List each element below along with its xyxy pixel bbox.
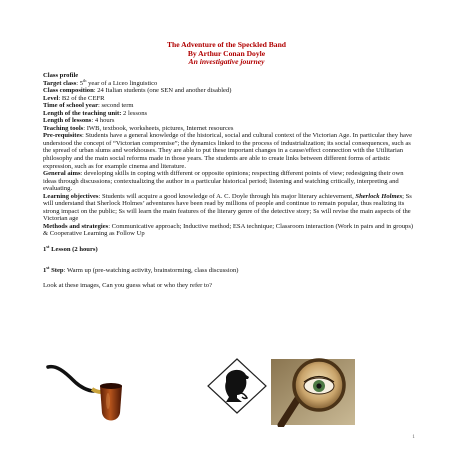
- time-value: : second term: [98, 102, 134, 110]
- tools-line: [43, 125, 415, 133]
- class-profile-heading: Class profile: [43, 72, 79, 79]
- time-line: [43, 102, 415, 110]
- step-label: Step: [49, 266, 64, 274]
- level-value: : B2 of the CEFR: [58, 94, 105, 102]
- lessons-length-label: Length of lessons: [43, 117, 92, 125]
- methods-label: Methods and strategies: [43, 222, 109, 230]
- step-text: : Warm up (pre-watching activity, brainstorming, class discussion): [63, 266, 239, 274]
- target-class-value: year of a Liceo linguistico: [86, 79, 158, 87]
- objectives-paragraph: [43, 193, 415, 223]
- target-class-sup: th: [83, 77, 87, 83]
- objectives-text-2: ; Ss will understand that Sherlock Holmes’ adventures have been read by millions of people and continue to remain popular, thus realizing its strong impact on the public; Ss will learn the main features of the literary genre of the detective story; Ss will revise the main aspects of the Victorian age: [43, 192, 412, 223]
- tools-label: Teaching tools: [43, 124, 84, 132]
- objectives-text-1: : Students will acquire a good knowledge of A. C. Doyle through his major literary achievement,: [98, 192, 356, 200]
- lesson-text: Lesson (2 hours): [49, 246, 98, 254]
- prereq-value: : Students have a general knowledge of the historical, social and cultural context of the Victorian Age. In particular they have understood the concept of “Victorian compromise”; the dynamics linked to the process of industrialization; its social consequences, such as the spread of urban slums and workhouses. They are able to put these important changes in a cause/effect connection with the Utilitarian philosophy and the main social reforms made in those years. The students are able to create links between different forms of artistic expression, such as for example cinema and literature.: [43, 132, 413, 170]
- methods-paragraph: [43, 223, 415, 238]
- tools-value: : IWB, textbook, worksheets, pictures, Internet resources: [83, 124, 234, 132]
- aims-value: : developing skills in coping with different or opposite opinions; respecting different points of view; redesigning their own ideas through discussions; contextualizing the author in a particular historical period; listening and watching critically, interpreting and evaluating.: [43, 170, 404, 193]
- unit-length-value: 2 lessons: [121, 109, 148, 117]
- author-line: By Arthur Conan Doyle: [187, 48, 266, 58]
- objectives-label: Learning objectives: [43, 192, 99, 200]
- time-label: Time of school year: [43, 102, 99, 110]
- lessons-length-line: [43, 117, 415, 125]
- step-num: 1: [43, 266, 47, 274]
- page-number: 1: [412, 434, 415, 440]
- objectives-italic: Sherlock Holmes: [355, 192, 403, 200]
- target-class-num: : 5: [76, 79, 84, 87]
- lesson-sup: st: [46, 243, 50, 249]
- magnifying-glass-image: [271, 357, 355, 427]
- target-class-label: Target class: [43, 79, 77, 87]
- title-block: [0, 41, 453, 67]
- step-sup: st: [46, 264, 50, 270]
- unit-length-line: [43, 110, 415, 118]
- images-row: [43, 357, 415, 427]
- content: [43, 72, 415, 290]
- images-prompt: Look at these images, Can you guess what or who they refer to?: [43, 282, 213, 290]
- prereq-label: Pre-requisites: [43, 132, 82, 140]
- lesson-heading: [43, 243, 415, 254]
- lesson-num: 1: [43, 246, 47, 254]
- sherlock-silhouette-image: [206, 357, 268, 415]
- step-line: [43, 264, 415, 275]
- composition-value: : 24 Italian students (one SEN and another disabled): [93, 87, 232, 95]
- document-title: The Adventure of the Speckled Band: [166, 40, 287, 49]
- aims-label: General aims: [43, 170, 81, 178]
- level-line: [43, 95, 415, 103]
- prereq-paragraph: [43, 132, 415, 170]
- lessons-length-value: : 4 hours: [91, 117, 115, 125]
- level-label: Level: [43, 94, 59, 102]
- subtitle: An investigative journey: [188, 57, 265, 67]
- composition-line: [43, 87, 415, 95]
- composition-label: Class composition: [43, 87, 94, 95]
- tobacco-pipe-image: [46, 361, 128, 425]
- target-class-line: [43, 77, 415, 88]
- unit-length-label: Length of the teaching unit:: [43, 109, 122, 117]
- methods-value: : Communicative approach; Inductive method; ESA technique; Classroom interaction (Work in pairs and in groups) & Cooperative Learning as Follow Up: [43, 222, 414, 238]
- aims-paragraph: [43, 170, 415, 193]
